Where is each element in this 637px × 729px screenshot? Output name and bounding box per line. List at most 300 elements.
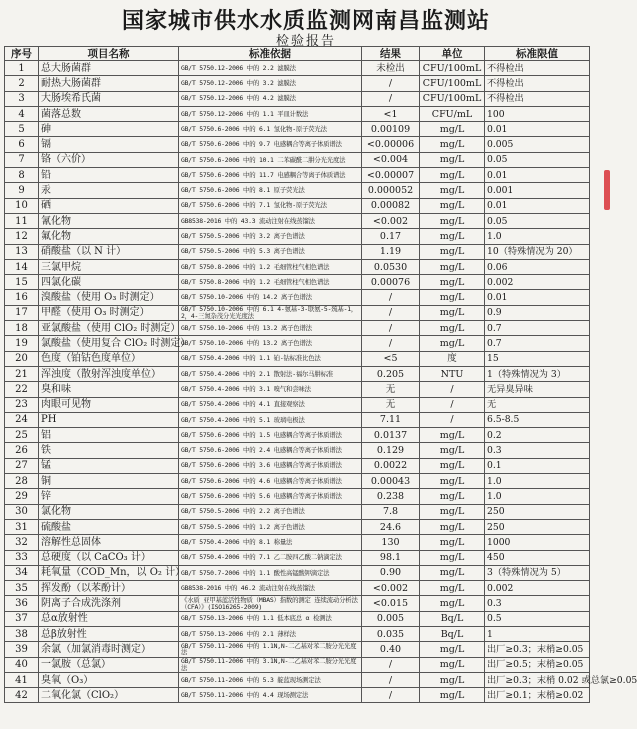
standard-basis: GB/T 5750.12-2006 中的 3.2 滤膜法 <box>179 76 362 91</box>
standard-limit: 1 <box>485 626 590 641</box>
item-name: 四氯化碳 <box>39 275 179 290</box>
unit: mg/L <box>420 244 485 259</box>
row-number: 14 <box>5 259 39 274</box>
table-row <box>5 168 590 183</box>
table-row <box>5 565 590 580</box>
unit: / <box>420 412 485 427</box>
item-name: 硒 <box>39 198 179 213</box>
standard-limit: 100 <box>485 106 590 121</box>
item-name: 浑浊度（散射浑浊度单位） <box>39 366 179 381</box>
row-number: 22 <box>5 382 39 397</box>
row-number: 23 <box>5 397 39 412</box>
standard-limit: 0.3 <box>485 596 590 611</box>
result-value: 未检出 <box>362 61 420 76</box>
table-row <box>5 626 590 641</box>
header-basis: 标准依据 <box>179 47 362 61</box>
standard-limit: 出厂≥0.1；末梢≥0.02 <box>485 688 590 703</box>
table-row <box>5 458 590 473</box>
item-name: 镉 <box>39 137 179 152</box>
standard-basis: GB/T 5750.4-2006 中的 7.1 乙二胺四乙酸二钠滴定法 <box>179 550 362 565</box>
unit: mg/L <box>420 122 485 137</box>
result-value: 0.00043 <box>362 474 420 489</box>
standard-basis: GB/T 5750.6-2006 中的 7.1 氢化物-原子荧光法 <box>179 198 362 213</box>
standard-limit: 0.001 <box>485 183 590 198</box>
standard-basis: GB/T 5750.4-2006 中的 2.1 散射法-福尔马肼标准 <box>179 366 362 381</box>
result-value: 0.205 <box>362 366 420 381</box>
standard-limit: 不得检出 <box>485 61 590 76</box>
unit: CFU/100mL <box>420 91 485 106</box>
table-row <box>5 122 590 137</box>
standard-limit: 0.01 <box>485 198 590 213</box>
table-row <box>5 519 590 534</box>
result-value: <5 <box>362 351 420 366</box>
unit: mg/L <box>420 519 485 534</box>
item-name: 阴离子合成洗涤剂 <box>39 596 179 611</box>
row-number: 38 <box>5 626 39 641</box>
standard-limit: 0.01 <box>485 168 590 183</box>
unit: mg/L <box>420 213 485 228</box>
standard-basis: GB/T 5750.5-2006 中的 5.3 离子色谱法 <box>179 244 362 259</box>
row-number: 42 <box>5 688 39 703</box>
result-value: 无 <box>362 397 420 412</box>
standard-basis: GB/T 5750.11-2006 中的 1.1N,N-二乙基对苯二胺分光光度法 <box>179 642 362 657</box>
table-row <box>5 76 590 91</box>
row-number: 33 <box>5 550 39 565</box>
unit: mg/L <box>420 596 485 611</box>
standard-basis: GB/T 5750.5-2006 中的 3.2 离子色谱法 <box>179 229 362 244</box>
row-number: 20 <box>5 351 39 366</box>
standard-basis: GB/T 5750.4-2006 中的 4.1 直接观察法 <box>179 397 362 412</box>
item-name: 三氯甲烷 <box>39 259 179 274</box>
item-name: PH <box>39 412 179 427</box>
standard-basis: GB/T 5750.6-2006 中的 1.5 电感耦合等离子体质谱法 <box>179 428 362 443</box>
standard-basis: GB/T 5750.6-2006 中的 8.1 原子荧光法 <box>179 183 362 198</box>
table-row <box>5 290 590 305</box>
standard-basis: GB/T 5750.13-2006 中的 2.1 薄样法 <box>179 626 362 641</box>
row-number: 19 <box>5 336 39 351</box>
standard-limit: 1000 <box>485 535 590 550</box>
row-number: 27 <box>5 458 39 473</box>
standard-basis: GB/T 5750.11-2006 中的 4.4 现场测定法 <box>179 688 362 703</box>
table-row <box>5 550 590 565</box>
row-number: 7 <box>5 152 39 167</box>
result-value: 0.17 <box>362 229 420 244</box>
item-name: 硝酸盐（以 N 计） <box>39 244 179 259</box>
item-name: 亚氯酸盐（使用 ClO₂ 时测定） <box>39 321 179 336</box>
unit: mg/L <box>420 565 485 580</box>
row-number: 11 <box>5 213 39 228</box>
table-row <box>5 412 590 427</box>
item-name: 溴酸盐（使用 O₃ 时测定） <box>39 290 179 305</box>
result-value: <0.004 <box>362 152 420 167</box>
unit: mg/L <box>420 489 485 504</box>
result-value: <0.002 <box>362 581 420 596</box>
result-value: 98.1 <box>362 550 420 565</box>
table-row <box>5 443 590 458</box>
row-number: 8 <box>5 168 39 183</box>
result-value: <0.002 <box>362 213 420 228</box>
row-number: 40 <box>5 657 39 672</box>
standard-limit: 无 <box>485 397 590 412</box>
table-row <box>5 275 590 290</box>
standard-limit: 0.7 <box>485 336 590 351</box>
unit: mg/L <box>420 336 485 351</box>
result-value: 0.005 <box>362 611 420 626</box>
unit: mg/L <box>420 137 485 152</box>
unit: Bq/L <box>420 626 485 641</box>
result-value: / <box>362 76 420 91</box>
result-value: 0.238 <box>362 489 420 504</box>
stamp-edge-mark <box>604 170 610 210</box>
row-number: 32 <box>5 535 39 550</box>
standard-basis: GB/T 5750.11-2006 中的 3.1N,N-二乙基对苯二胺分光光度法 <box>179 657 362 672</box>
item-name: 甲醛（使用 O₃ 时测定） <box>39 305 179 320</box>
result-value: 0.129 <box>362 443 420 458</box>
standard-basis: GB/T 5750.8-2006 中的 1.2 毛细管柱气相色谱法 <box>179 275 362 290</box>
item-name: 锌 <box>39 489 179 504</box>
standard-limit: 0.3 <box>485 443 590 458</box>
standard-basis: GB/T 5750.6-2006 中的 2.4 电感耦合等离子体质谱法 <box>179 443 362 458</box>
row-number: 10 <box>5 198 39 213</box>
report-subtitle: 检验报告 <box>275 34 336 49</box>
row-number: 28 <box>5 474 39 489</box>
row-number: 12 <box>5 229 39 244</box>
item-name: 耐热大肠菌群 <box>39 76 179 91</box>
unit: mg/L <box>420 290 485 305</box>
row-number: 17 <box>5 305 39 320</box>
standard-limit: 出厂≥0.5；末梢≥0.05 <box>485 657 590 672</box>
unit: mg/L <box>420 198 485 213</box>
standard-basis: GB/T 5750.12-2006 中的 2.2 滤膜法 <box>179 61 362 76</box>
item-name: 总大肠菌群 <box>39 61 179 76</box>
standard-basis: GB/T 5750.4-2006 中的 3.1 嗅气和尝味法 <box>179 382 362 397</box>
unit: CFU/100mL <box>420 76 485 91</box>
item-name: 砷 <box>39 122 179 137</box>
unit: mg/L <box>420 168 485 183</box>
table-row <box>5 106 590 121</box>
row-number: 3 <box>5 91 39 106</box>
row-number: 30 <box>5 504 39 519</box>
standard-limit: 0.06 <box>485 259 590 274</box>
result-value: 0.40 <box>362 642 420 657</box>
table-row <box>5 474 590 489</box>
standard-basis: GB/T 5750.7-2006 中的 1.1 酸性高锰酸钾滴定法 <box>179 565 362 580</box>
item-name: 汞 <box>39 183 179 198</box>
result-value: / <box>362 672 420 687</box>
result-value: <0.00006 <box>362 137 420 152</box>
table-row <box>5 183 590 198</box>
unit: 度 <box>420 351 485 366</box>
item-name: 肉眼可见物 <box>39 397 179 412</box>
result-value: 0.000052 <box>362 183 420 198</box>
standard-limit: 不得检出 <box>485 76 590 91</box>
result-value: / <box>362 91 420 106</box>
standard-limit: 0.5 <box>485 611 590 626</box>
table-row <box>5 688 590 703</box>
result-value: / <box>362 336 420 351</box>
table-row <box>5 351 590 366</box>
table-row <box>5 428 590 443</box>
table-row <box>5 305 590 320</box>
standard-limit: 1.0 <box>485 474 590 489</box>
row-number: 21 <box>5 366 39 381</box>
table-row <box>5 229 590 244</box>
row-number: 24 <box>5 412 39 427</box>
standard-limit: 1.0 <box>485 489 590 504</box>
row-number: 9 <box>5 183 39 198</box>
result-value: 24.6 <box>362 519 420 534</box>
result-value: <1 <box>362 106 420 121</box>
row-number: 37 <box>5 611 39 626</box>
item-name: 铅 <box>39 168 179 183</box>
table-header-row <box>5 47 590 61</box>
item-name: 大肠埃希氏菌 <box>39 91 179 106</box>
row-number: 18 <box>5 321 39 336</box>
table-row <box>5 611 590 626</box>
item-name: 铝 <box>39 428 179 443</box>
unit: mg/L <box>420 550 485 565</box>
standard-basis: GB/T 5750.6-2006 中的 9.7 电感耦合等离子体质谱法 <box>179 137 362 152</box>
standard-basis: GB/T 5750.8-2006 中的 1.2 毛细管柱气相色谱法 <box>179 259 362 274</box>
item-name: 氰化物 <box>39 213 179 228</box>
item-name: 铜 <box>39 474 179 489</box>
row-number: 29 <box>5 489 39 504</box>
unit: NTU <box>420 366 485 381</box>
row-number: 6 <box>5 137 39 152</box>
standard-limit: 250 <box>485 504 590 519</box>
row-number: 26 <box>5 443 39 458</box>
item-name: 硫酸盐 <box>39 519 179 534</box>
unit: mg/L <box>420 504 485 519</box>
item-name: 氯酸盐（使用复合 ClO₂ 时测定） <box>39 336 179 351</box>
page-title: 国家城市供水水质监测网南昌监测站 <box>121 9 490 34</box>
result-value: 0.00109 <box>362 122 420 137</box>
standard-limit: 3（特殊情况为 5） <box>485 565 590 580</box>
result-value: <0.00007 <box>362 168 420 183</box>
table-body <box>5 61 637 703</box>
table-row <box>5 61 590 76</box>
standard-basis: GB/T 5750.6-2006 中的 6.1 氢化物-原子荧光法 <box>179 122 362 137</box>
unit: mg/L <box>420 657 485 672</box>
standard-limit: 出厂≥0.3；末梢 0.02 或总氯≥0.05 <box>485 672 590 687</box>
standard-basis: GB/T 5750.6-2006 中的 11.7 电感耦合等离子体质谱法 <box>179 168 362 183</box>
standard-basis: GB8538-2016 中的 43.3 流动注射在线蒸馏法 <box>179 213 362 228</box>
standard-limit: 450 <box>485 550 590 565</box>
row-number: 2 <box>5 76 39 91</box>
table-row <box>5 504 590 519</box>
standard-limit: 出厂≥0.3；末梢≥0.05 <box>485 642 590 657</box>
standard-limit: 1.0 <box>485 229 590 244</box>
table-row <box>5 336 590 351</box>
result-value: / <box>362 305 420 320</box>
unit: CFU/100mL <box>420 61 485 76</box>
table-row <box>5 642 590 657</box>
row-number: 15 <box>5 275 39 290</box>
result-value: 0.035 <box>362 626 420 641</box>
standard-basis: GB/T 5750.6-2006 中的 3.6 电感耦合等离子体质谱法 <box>179 458 362 473</box>
standard-basis: GB/T 5750.12-2006 中的 1.1 平皿计数法 <box>179 106 362 121</box>
standard-limit: 0.05 <box>485 152 590 167</box>
item-name: 铬（六价） <box>39 152 179 167</box>
standard-limit: 15 <box>485 351 590 366</box>
unit: Bq/L <box>420 611 485 626</box>
unit: / <box>420 397 485 412</box>
unit: / <box>420 382 485 397</box>
result-value: 130 <box>362 535 420 550</box>
table-row <box>5 91 590 106</box>
unit: mg/L <box>420 321 485 336</box>
standard-basis: GB/T 5750.5-2006 中的 1.2 离子色谱法 <box>179 519 362 534</box>
result-value: / <box>362 290 420 305</box>
standard-limit: 0.1 <box>485 458 590 473</box>
standard-limit: 不得检出 <box>485 91 590 106</box>
unit: mg/L <box>420 183 485 198</box>
standard-limit: 250 <box>485 519 590 534</box>
standard-limit: 0.7 <box>485 321 590 336</box>
standard-limit: 1（特殊情况为 3） <box>485 366 590 381</box>
standard-limit: 0.01 <box>485 122 590 137</box>
standard-limit: 0.01 <box>485 290 590 305</box>
item-name: 氯化物 <box>39 504 179 519</box>
unit: mg/L <box>420 672 485 687</box>
item-name: 总硬度（以 CaCO₃ 计） <box>39 550 179 565</box>
unit: mg/L <box>420 428 485 443</box>
row-number: 39 <box>5 642 39 657</box>
item-name: 溶解性总固体 <box>39 535 179 550</box>
item-name: 锰 <box>39 458 179 473</box>
standard-basis: GB/T 5750.4-2006 中的 1.1 铂-钴标准比色法 <box>179 351 362 366</box>
unit: mg/L <box>420 688 485 703</box>
standard-basis: GB/T 5750.10-2006 中的 13.2 离子色谱法 <box>179 321 362 336</box>
item-name: 臭氧（O₃） <box>39 672 179 687</box>
table-row <box>5 382 590 397</box>
item-name: 总β放射性 <box>39 626 179 641</box>
standard-limit: 0.002 <box>485 581 590 596</box>
item-name: 余氯（加氯消毒时测定） <box>39 642 179 657</box>
result-value: 0.0137 <box>362 428 420 443</box>
result-value: / <box>362 321 420 336</box>
standard-basis: GB/T 5750.13-2006 中的 1.1 低本底总 α 检测法 <box>179 611 362 626</box>
standard-limit: 无异臭异味 <box>485 382 590 397</box>
row-number: 31 <box>5 519 39 534</box>
standard-basis: GB/T 5750.4-2006 中的 5.1 玻璃电极法 <box>179 412 362 427</box>
row-number: 36 <box>5 596 39 611</box>
row-number: 13 <box>5 244 39 259</box>
standard-basis: GB/T 5750.12-2006 中的 4.2 滤膜法 <box>179 91 362 106</box>
item-name: 菌落总数 <box>39 106 179 121</box>
unit: mg/L <box>420 474 485 489</box>
standard-basis: GB/T 5750.10-2006 中的 14.2 离子色谱法 <box>179 290 362 305</box>
result-value: 1.19 <box>362 244 420 259</box>
table-row <box>5 581 590 596</box>
standard-basis: GB8538-2016 中的 46.2 流动注射在线蒸馏法 <box>179 581 362 596</box>
standard-basis: GB/T 5750.6-2006 中的 4.6 电感耦合等离子体质谱法 <box>179 474 362 489</box>
standard-basis: GB/T 5750.11-2006 中的 5.3 靛蓝现场测定法 <box>179 672 362 687</box>
row-number: 25 <box>5 428 39 443</box>
standard-basis: GB/T 5750.4-2006 中的 8.1 称量法 <box>179 535 362 550</box>
table-row <box>5 397 590 412</box>
result-value: 7.11 <box>362 412 420 427</box>
header-result: 结果 <box>362 47 420 61</box>
result-value: 7.8 <box>362 504 420 519</box>
item-name: 氟化物 <box>39 229 179 244</box>
item-name: 二氧化氯（ClO₂） <box>39 688 179 703</box>
standard-basis: GB/T 5750.10-2006 中的 13.2 离子色谱法 <box>179 336 362 351</box>
table-row <box>5 259 590 274</box>
row-number: 35 <box>5 581 39 596</box>
table-row <box>5 596 590 611</box>
result-value: 0.90 <box>362 565 420 580</box>
table-row <box>5 198 590 213</box>
standard-limit: 0.2 <box>485 428 590 443</box>
row-number: 5 <box>5 122 39 137</box>
result-value: 无 <box>362 382 420 397</box>
standard-limit: 0.05 <box>485 213 590 228</box>
item-name: 挥发酚（以苯酚计） <box>39 581 179 596</box>
header-item: 项目名称 <box>39 47 179 61</box>
header-limit: 标准限值 <box>485 47 590 61</box>
unit: mg/L <box>420 305 485 320</box>
result-value: 0.00076 <box>362 275 420 290</box>
item-name: 色度（铂钴色度单位） <box>39 351 179 366</box>
unit: mg/L <box>420 535 485 550</box>
unit: mg/L <box>420 642 485 657</box>
item-name: 一氯胺（总氯） <box>39 657 179 672</box>
header-unit: 单位 <box>420 47 485 61</box>
header-no: 序号 <box>5 47 39 61</box>
row-number: 16 <box>5 290 39 305</box>
table-row <box>5 535 590 550</box>
result-value: 0.00082 <box>362 198 420 213</box>
row-number: 41 <box>5 672 39 687</box>
standard-limit: 6.5-8.5 <box>485 412 590 427</box>
unit: mg/L <box>420 275 485 290</box>
item-name: 耗氧量（COD_Mn，以 O₂ 计） <box>39 565 179 580</box>
table-row <box>5 321 590 336</box>
table-row <box>5 152 590 167</box>
inspection-table <box>4 46 637 703</box>
unit: mg/L <box>420 229 485 244</box>
row-number: 4 <box>5 106 39 121</box>
standard-limit: 0.9 <box>485 305 590 320</box>
row-number: 1 <box>5 61 39 76</box>
result-value: / <box>362 657 420 672</box>
result-value: <0.015 <box>362 596 420 611</box>
unit: mg/L <box>420 458 485 473</box>
item-name: 铁 <box>39 443 179 458</box>
standard-basis: GB/T 5750.6-2006 中的 10.1 二苯碳酰二肼分光光度法 <box>179 152 362 167</box>
standard-basis: 《水质 亚甲基蓝活性物质（MBAS）指数的测定 连续流动分析法（CFA）》(ISO16265-2009) <box>179 596 362 611</box>
table-row <box>5 213 590 228</box>
standard-limit: 10（特殊情况为 20） <box>485 244 590 259</box>
standard-basis: GB/T 5750.10-2006 中的 6.1 4-氨基-3-联氨-5-巯基-1，2，4-三氮杂茂分光光度法 <box>179 305 362 320</box>
result-value: 0.0530 <box>362 259 420 274</box>
unit: mg/L <box>420 259 485 274</box>
result-value: 0.0022 <box>362 458 420 473</box>
table-row <box>5 137 590 152</box>
table-row <box>5 657 590 672</box>
standard-basis: GB/T 5750.6-2006 中的 5.6 电感耦合等离子体质谱法 <box>179 489 362 504</box>
unit: CFU/mL <box>420 106 485 121</box>
unit: mg/L <box>420 443 485 458</box>
row-number: 34 <box>5 565 39 580</box>
standard-limit: 0.005 <box>485 137 590 152</box>
unit: mg/L <box>420 581 485 596</box>
standard-limit: 0.002 <box>485 275 590 290</box>
table-row <box>5 244 590 259</box>
table-row <box>5 366 590 381</box>
unit: mg/L <box>420 152 485 167</box>
